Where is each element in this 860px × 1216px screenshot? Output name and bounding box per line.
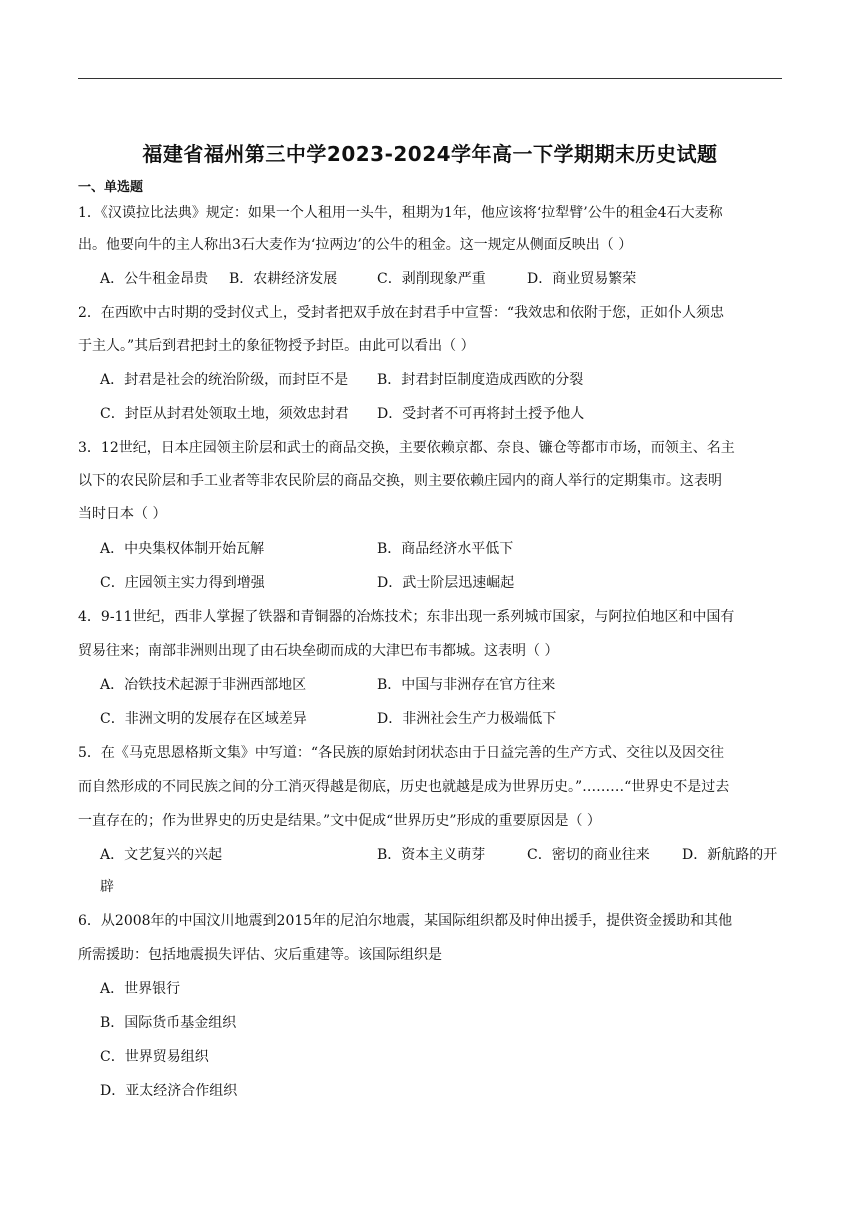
question-5-option-a[interactable]: A．文艺复兴的兴起 xyxy=(100,847,223,863)
question-5-line-1: 5．在《马克思恩格斯文集》中写道：“各民族的原始封闭状态由于日益完善的生产方式、交往以及因交往 xyxy=(78,745,725,761)
question-2-option-c[interactable]: C．封臣从封君处领取土地，须效忠封君 xyxy=(100,406,349,422)
question-6-line-1: 6．从2008年的中国汶川地震到2015年的尼泊尔地震，某国际组织都及时伸出援手，提供资金援助和其他 xyxy=(78,913,733,929)
question-6-option-b[interactable]: B．国际货币基金组织 xyxy=(100,1015,237,1031)
question-6-option-d[interactable]: D．亚太经济合作组织 xyxy=(100,1083,238,1099)
question-3-option-a[interactable]: A．中央集权体制开始瓦解 xyxy=(100,541,265,557)
section-heading: 一、单选题 xyxy=(78,180,144,195)
question-6-option-c[interactable]: C．世界贸易组织 xyxy=(100,1049,209,1065)
question-4-option-d[interactable]: D．非洲社会生产力极端低下 xyxy=(377,711,557,727)
question-3-line-3: 当时日本（ ） xyxy=(78,506,167,522)
question-5-line-3: 一直存在的；作为世界史的历史是结果。”文中促成“世界历史”形成的重要原因是（ ） xyxy=(78,813,601,829)
question-4-option-b[interactable]: B．中国与非洲存在官方往来 xyxy=(377,677,556,693)
question-5-option-c[interactable]: C．密切的商业往来 xyxy=(527,847,650,863)
question-1-line-1: 1．《汉谟拉比法典》规定：如果一个人租用一头牛，租期为1年，他应该将‘拉犁臂’公牛的租金4石大麦称 xyxy=(78,205,723,221)
question-2-option-d[interactable]: D．受封者不可再将封土授予他人 xyxy=(377,406,585,422)
question-2-line-2: 于主人。”其后到君把封土的象征物授予封臣。由此可以看出（ ） xyxy=(78,338,475,354)
question-1-option-a[interactable]: A．公牛租金昂贵 xyxy=(100,271,209,287)
question-1-option-c[interactable]: C．剥削现象严重 xyxy=(377,271,486,287)
question-1-option-b[interactable]: B．农耕经济发展 xyxy=(229,271,338,287)
question-5-line-2: 而自然形成的不同民族之间的分工消灭得越是彻底，历史也就越是成为世界历史。”………“世界史不是过去 xyxy=(78,779,730,795)
question-3-option-d[interactable]: D．武士阶层迅速崛起 xyxy=(377,575,515,591)
question-4-line-1: 4．9-11世纪，西非人掌握了铁器和青铜器的冶炼技术；东非出现一系列城市国家，与阿拉伯地区和中国有 xyxy=(78,609,735,625)
question-2-line-1: 2．在西欧中古时期的受封仪式上，受封者把双手放在封君手中宣誓：“我效忠和依附于您，正如仆人须忠 xyxy=(78,305,725,321)
question-3-line-1: 3．12世纪，日本庄园领主阶层和武士的商品交换，主要依赖京都、奈良、镰仓等都市市场，而领主、名主 xyxy=(78,440,735,456)
question-2-option-a[interactable]: A．封君是社会的统治阶级，而封臣不是 xyxy=(100,372,349,388)
question-4-option-c[interactable]: C．非洲文明的发展存在区域差异 xyxy=(100,711,307,727)
question-3-option-b[interactable]: B．商品经济水平低下 xyxy=(377,541,514,557)
question-4-line-2: 贸易往来；南部非洲则出现了由石块垒砌而成的大津巴布韦都城。这表明（ ） xyxy=(78,643,559,659)
question-1-line-2: 出。他要向牛的主人称出3石大麦作为‘拉两边’的公牛的租金。这一规定从侧面反映出（ ） xyxy=(78,237,633,253)
question-5-option-d-wrap[interactable]: 辟 xyxy=(100,879,114,895)
question-2-option-b[interactable]: B．封君封臣制度造成西欧的分裂 xyxy=(377,372,584,388)
question-5-option-b[interactable]: B．资本主义萌芽 xyxy=(377,847,486,863)
question-5-option-d[interactable]: D．新航路的开 xyxy=(682,847,778,863)
question-3-line-2: 以下的农民阶层和手工业者等非农民阶层的商品交换，则主要依赖庄园内的商人举行的定期集市。这表明 xyxy=(78,473,722,489)
question-3-option-c[interactable]: C．庄园领主实力得到增强 xyxy=(100,575,265,591)
question-6-option-a[interactable]: A．世界银行 xyxy=(100,981,181,997)
header-rule xyxy=(78,78,782,79)
question-4-option-a[interactable]: A．冶铁技术起源于非洲西部地区 xyxy=(100,677,307,693)
question-6-line-2: 所需援助：包括地震损失评估、灾后重建等。该国际组织是 xyxy=(78,947,442,963)
question-1-option-d[interactable]: D．商业贸易繁荣 xyxy=(527,271,637,287)
page-title: 福建省福州第三中学2023-2024学年高一下学期期末历史试题 xyxy=(142,142,718,166)
